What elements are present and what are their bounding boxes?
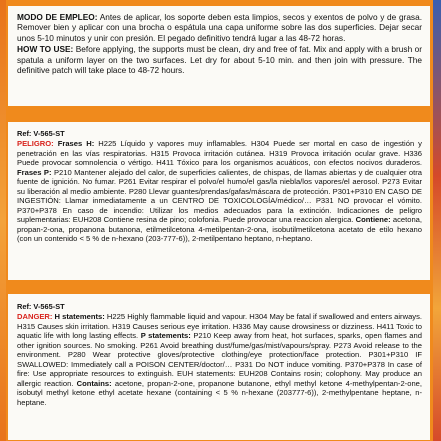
usage-es-text: Antes de aplicar, los soporte deben esta limpios, secos y exentos de polvo y de grasa. Remover bien y aplicar con una brocha o espátula una capa uniforme sobre las dos superficies. Dejar secar unos 5-10 minutos y unir con presión. El pegado definitivo tendrá lugar a las 48-72 horas.	[17, 12, 423, 43]
spanish-danger-label: PELIGRO:	[17, 139, 54, 148]
english-p-label: P statements:	[138, 331, 191, 341]
english-safety-panel	[8, 294, 430, 440]
english-h-statements: H225 Highly flammable liquid and vapour. H304 May be fatal if swallowed and enters airways. H315 Causes skin irritation. H319 Causes serious eye irritation. H336 May cause drowsiness or dizziness. H411 Toxic to aquatic life with long lasting effects.	[17, 312, 422, 341]
usage-en-text: Before applying, the supports must be clean, dry and free of fat. Mix and apply with a brush or spatula a uniform layer on the two surfaces. Let dry for about 5-10 min. and then join with pressure. The definitive patch will take place to 48-72 hours.	[17, 44, 422, 76]
spanish-frases-p-label: Frases P:	[17, 167, 52, 177]
left-border-stripe	[0, 0, 6, 441]
english-contains-label: Contains:	[73, 378, 112, 388]
usage-es-label: MODO DE EMPLEO:	[17, 12, 98, 22]
english-p-statements: P210 Keep away from heat, hot surfaces, sparks, open flames and other ignition sources. No smoking. P261 Avoid breathing dust/fume/gas/mist/vapours/spray. P273 Avoid release to the environment. P280 Wear protective gloves/protective clothing/eye protection/face protection. P301+P310 IF SWALLOWED: Immediately call a POISON CENTER/doctor/… P331 Do NOT induce vomiting. P370+P378 In case of fire: Use appropriate resources to extinguish. EUH statements: EUH208 Contains rosin; colophony. May produce an allergic reaction.	[17, 331, 422, 388]
english-h-label: H statements:	[52, 312, 105, 321]
english-danger-label: DANGER:	[17, 312, 53, 321]
spanish-ref-code: Ref: V-565-ST	[17, 129, 65, 138]
english-ref-code: Ref: V-565-ST	[17, 302, 65, 311]
spanish-safety-panel	[8, 122, 430, 280]
spanish-h-statements: H225 Líquido y vapores muy inflamables. H304 Puede ser mortal en caso de ingestión y penetración en las vías respiratorias. H315 Provoca irritación cutánea. H319 Provoca irritación ocular grave. H336 Puede provocar somnolencia o vértigo. H411 Tóxico para los organismos acuáticos, con efectos nocivos duraderos.	[17, 139, 422, 168]
usage-en-label: HOW TO USE:	[17, 44, 74, 55]
right-border-stripe	[433, 0, 441, 441]
usage-instructions-panel	[8, 6, 430, 106]
spanish-contents: acetona, propan-2-ona, propanona butanona, etilmetilcetona 4-metilpentan-2-ona, isobutilmetilcetona acetato de etilo hexano (con un contenido < 5 % de n-hexano (203-777-6)), 2-metilpentano heptano, n-heptano.	[17, 215, 422, 244]
english-contents: acetone, propan-2-one, propanone butanone, ethyl methyl ketone 4-methylpentan-2-one, isobutyl methyl ketone ethyl acetate hexane (containing < 5 % n-hexane (203777-6)), 2-methylpentane heptane, n-heptane.	[17, 378, 422, 407]
usage-spanish	[17, 12, 422, 43]
spanish-frases-h-label: Frases H:	[53, 139, 95, 148]
english-safety-text	[17, 312, 422, 407]
spanish-safety-text	[17, 139, 422, 244]
spanish-p-statements: P210 Mantener alejado del calor, de superficies calientes, de chispas, de llamas abiertas y de cualquier otra fuente de ignición. No fumar. P261 Evitar respirar el polvo/el humo/el gas/la niebla/los vapores/el aerosol. P273 Evitar su liberación al medio ambiente. P280 Llevar guantes/prendas/gafas/máscara de protección. P301+P310 EN CASO DE INGESTIÓN: Llamar inmediatamente a un CENTRO DE TOXICOLOGÍA/médico/… P331 NO provocar el vómito. P370+P378 En caso de incendio: Utilizar los medios adecuados para la extinción. Indicaciones de peligro suplementarias: EUH208 Contiene resina de pino; colofonia. Puede provocar una reaccion alergica.	[17, 167, 422, 225]
spanish-contiene-label: Contiene:	[353, 215, 391, 225]
usage-english	[17, 44, 422, 75]
